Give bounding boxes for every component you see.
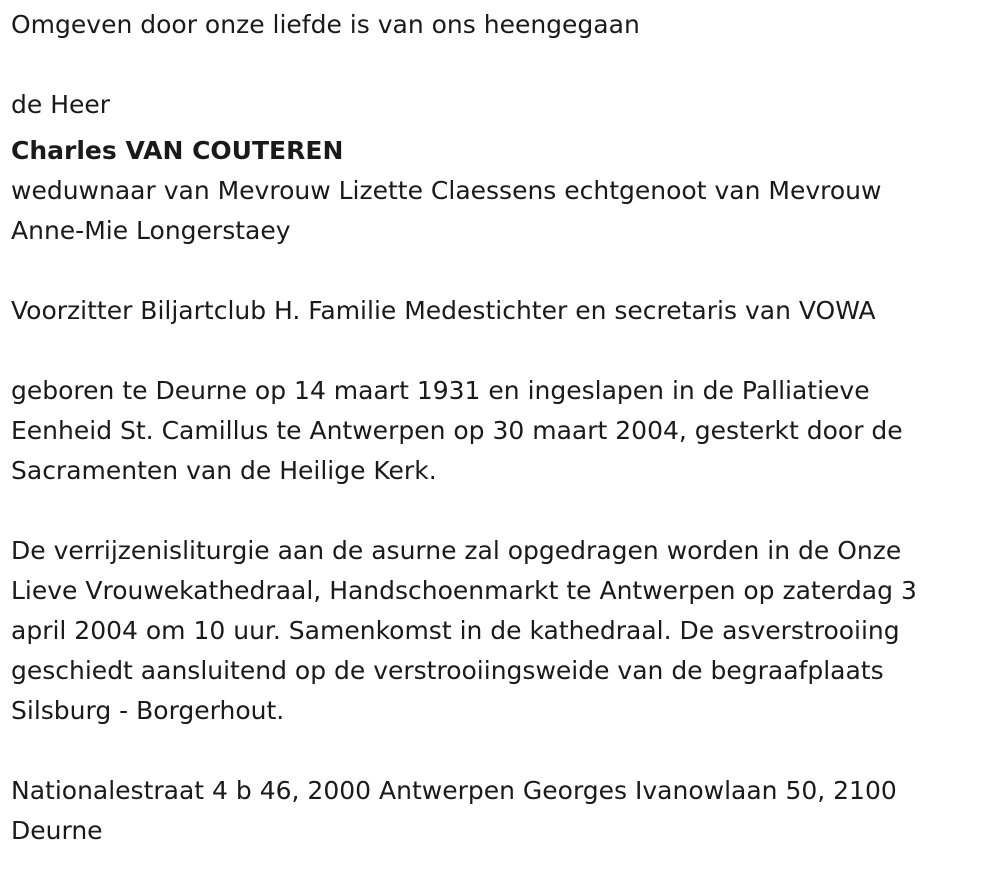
address-line: Deurne bbox=[11, 816, 103, 845]
salutation: de Heer bbox=[11, 90, 111, 119]
birth-death-line: Sacramenten van de Heilige Kerk. bbox=[11, 456, 437, 485]
roles-paragraph bbox=[11, 291, 996, 331]
intro-text: Omgeven door onze liefde is van ons heengegaan bbox=[11, 10, 640, 39]
birth-death-line: geboren te Deurne op 14 maart 1931 en ingeslapen in de Palliatieve bbox=[11, 376, 870, 405]
ceremony-line: april 2004 om 10 uur. Samenkomst in de kathedraal. De asverstrooiing bbox=[11, 616, 900, 645]
ceremony-line: Lieve Vrouwekathedraal, Handschoenmarkt te Antwerpen op zaterdag 3 bbox=[11, 576, 917, 605]
ceremony-line: geschiedt aansluitend op de verstrooiingsweide van de begraafplaats bbox=[11, 656, 884, 685]
relations-paragraph bbox=[11, 171, 996, 251]
spacer bbox=[11, 251, 996, 291]
ceremony-line: Silsburg - Borgerhout. bbox=[11, 696, 285, 725]
spacer bbox=[11, 331, 996, 371]
relations-line: Anne-Mie Longerstaey bbox=[11, 216, 291, 245]
spacer bbox=[11, 45, 996, 85]
ceremony-line: De verrijzenisliturgie aan de asurne zal opgedragen worden in de Onze bbox=[11, 536, 902, 565]
ceremony-paragraph bbox=[11, 531, 996, 731]
relations-line: weduwnaar van Mevrouw Lizette Claessens echtgenoot van Mevrouw bbox=[11, 176, 882, 205]
spacer bbox=[11, 491, 996, 531]
addresses-paragraph bbox=[11, 771, 996, 851]
birth-death-line: Eenheid St. Camillus te Antwerpen op 30 maart 2004, gesterkt door de bbox=[11, 416, 903, 445]
roles-line: Voorzitter Biljartclub H. Familie Medestichter en secretaris van VOWA bbox=[11, 296, 876, 325]
address-line: Nationalestraat 4 b 46, 2000 Antwerpen Georges Ivanowlaan 50, 2100 bbox=[11, 776, 897, 805]
deceased-name: Charles VAN COUTEREN bbox=[11, 136, 344, 165]
spacer bbox=[11, 731, 996, 771]
birth-death-paragraph bbox=[11, 371, 996, 491]
obituary-notice bbox=[11, 5, 996, 851]
